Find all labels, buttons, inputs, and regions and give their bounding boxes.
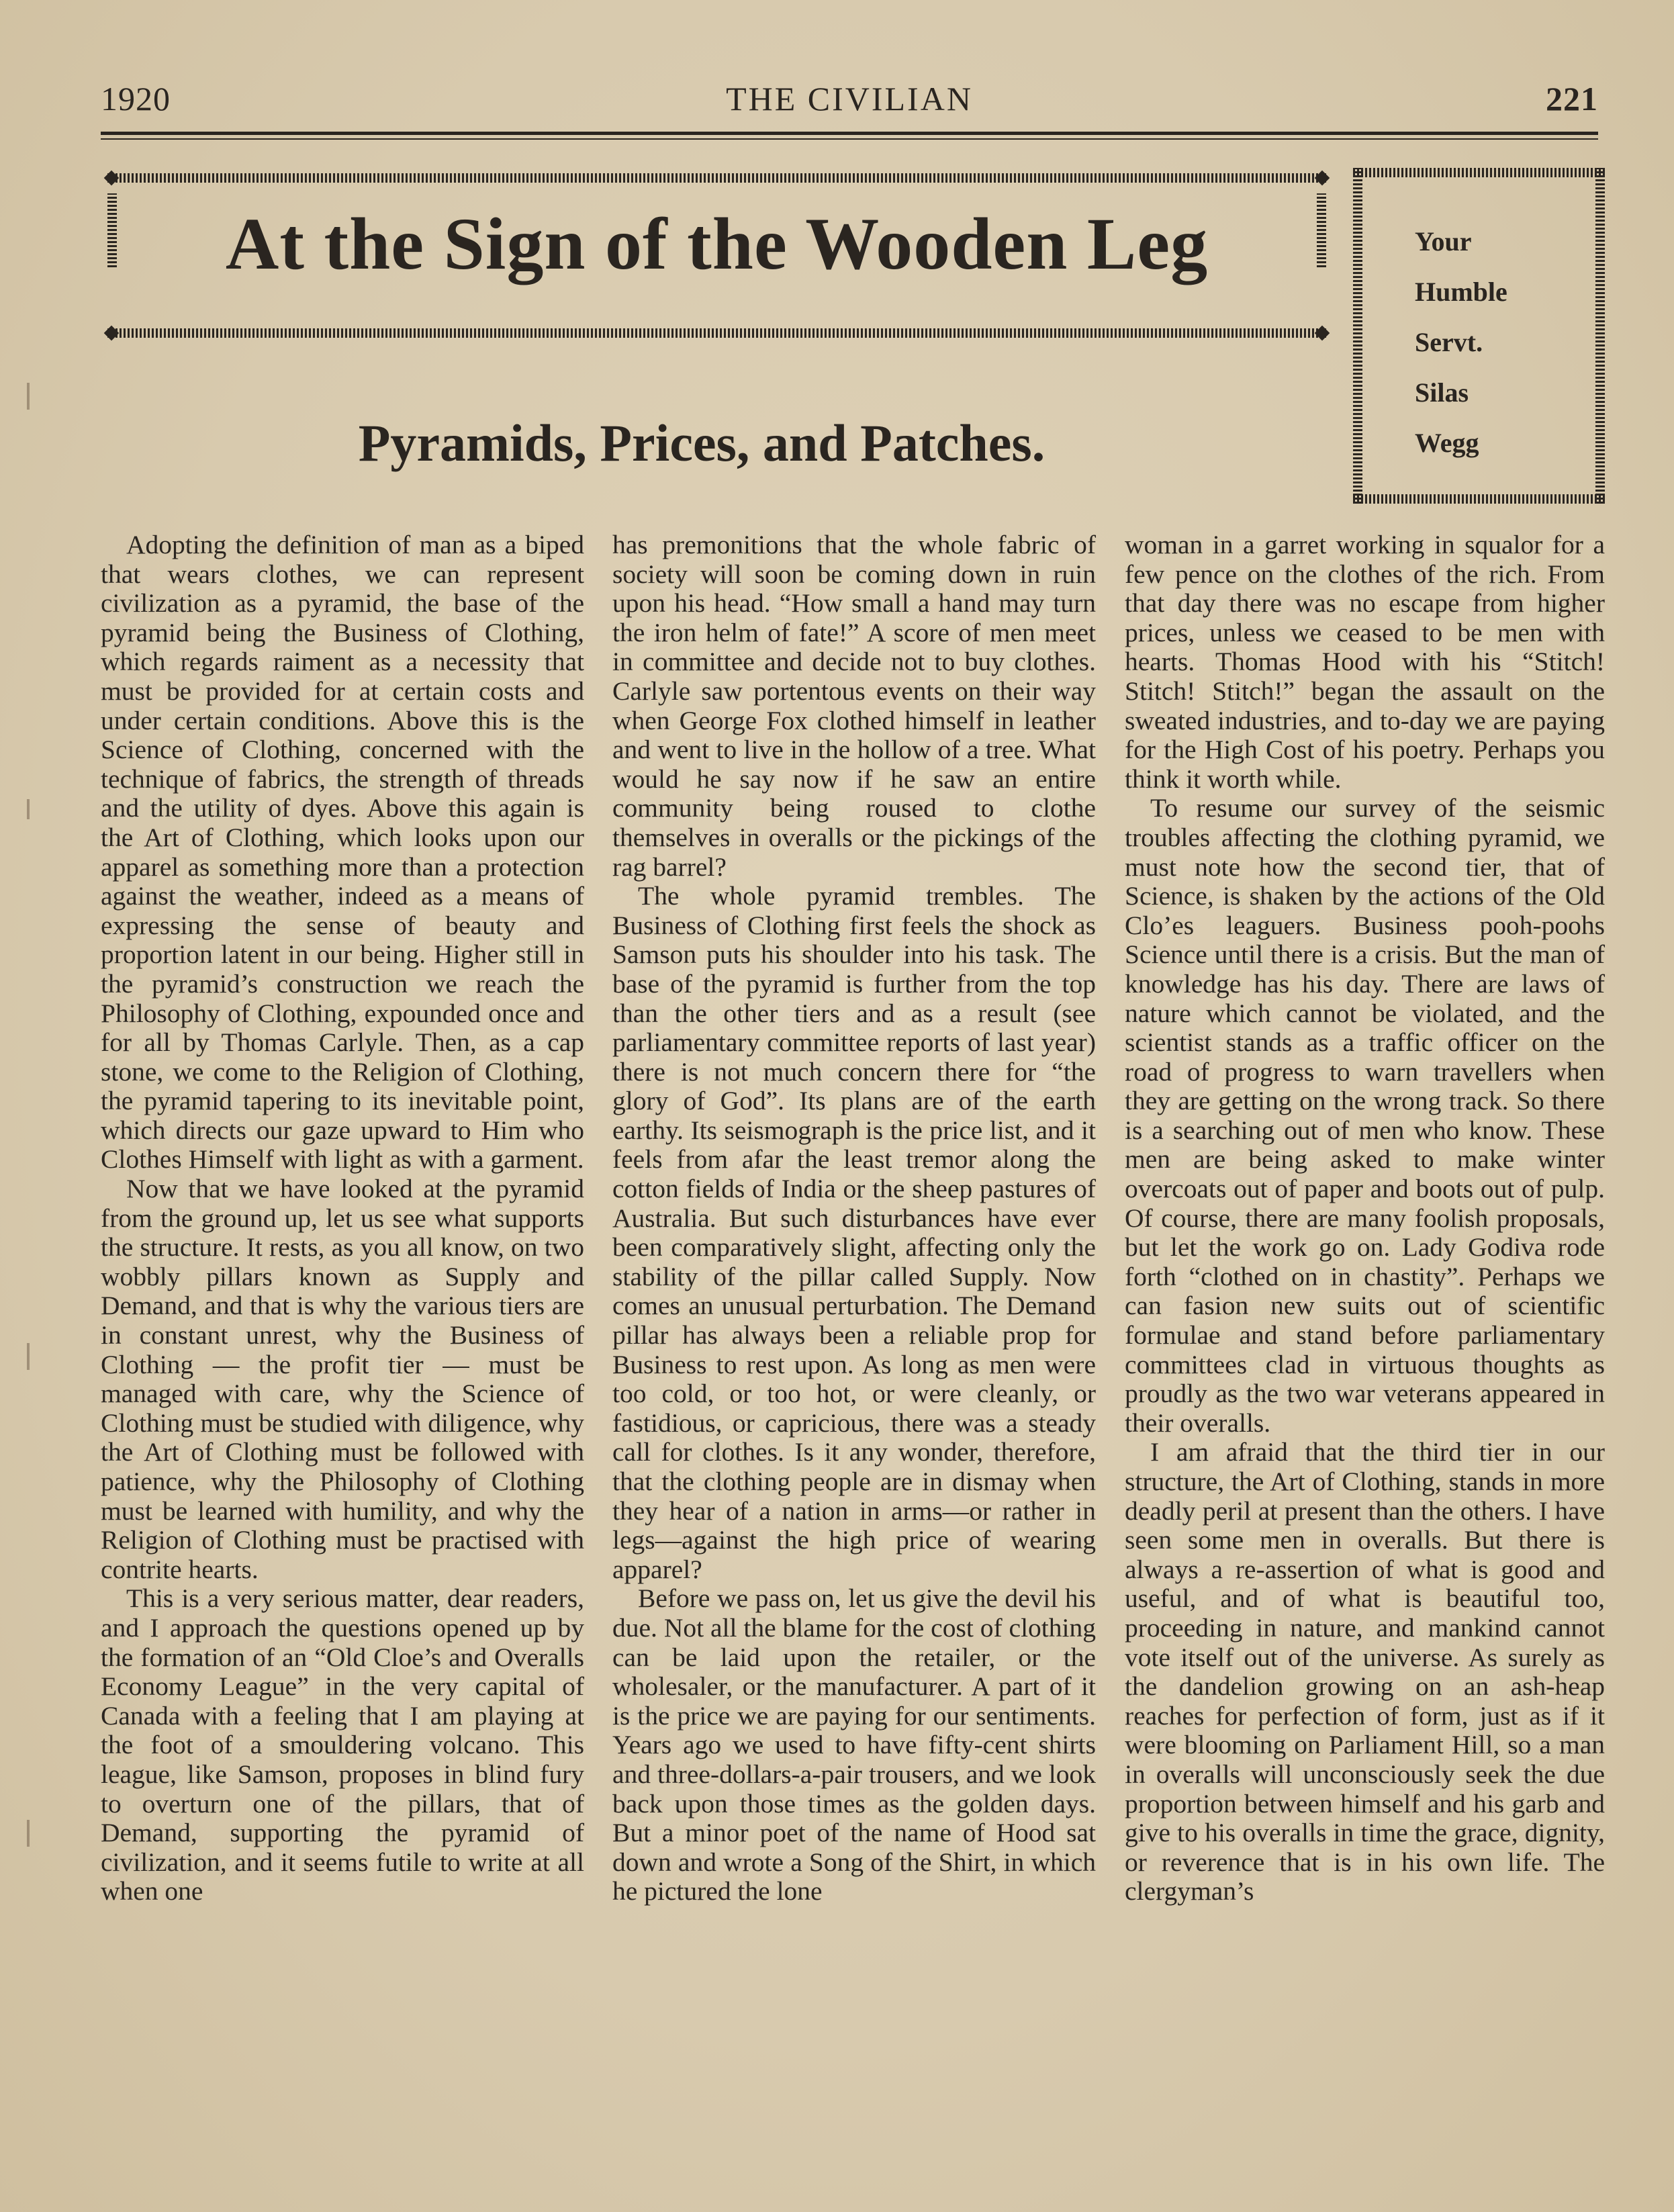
binding-mark (27, 799, 30, 819)
header-rule-thin (101, 138, 1598, 140)
signature-line: Humble (1415, 277, 1507, 307)
journal-title: THE CIVILIAN (726, 80, 973, 118)
paragraph: This is a very serious matter, dear readers, and I approach the questions opened up by the formation of an “Old Cloe’s and Overalls Economy League” in the very capital of Canada with a feeling that I am playing at the foot of a smouldering volcano. This league, like Samson, proposes in blind fury to overturn one of the pillars, that of Demand, supporting the pyramid of civilization, and it seems futile to write at all when one (101, 1583, 584, 1906)
paragraph: has premonitions that the whole fabric of society will soon be coming down in ruin upon his head. “How small a hand may turn the iron helm of fate!” A score of men meet in committee and decide not to buy clothes. Carlyle saw portentous events on their way when George Fox clothed himself in leather and went to live in the hollow of a tree. What would he say now if he saw an entire community being roused to clothe themselves in overalls or the pickings of the rag barrel? (612, 530, 1096, 882)
binding-mark (27, 383, 30, 410)
text-column-1 (101, 531, 584, 1906)
article-title: Pyramids, Prices, and Patches. (358, 414, 1045, 472)
signature-line: Your (1415, 226, 1472, 257)
paragraph: To resume our survey of the seismic troubles affecting the clothing pyramid, we must note how the second tier, that of Science, is shaken by the actions of the Old Clo’es leaguers. Business pooh-poohs Science until there is a crisis. But the man of knowledge has his day. There are laws of nature which cannot be violated, and the scientist stands as a traffic officer on the road of progress to warn travellers when they are getting on the wrong track. So there is a searching out of men who know. These men are being asked to make winter overcoats out of paper and boots out of pulp. Of course, there are many foolish proposals, but let the work go on. Lady Godiva rode forth “clothed on in chastity”. Perhaps we can fasion new suits out of scientific formulae and stand before parliamentary committees clad in virtuous thoughts as proudly as the two war veterans appeared in their overalls. (1125, 793, 1605, 1438)
paragraph: Adopting the definition of man as a biped that wears clothes, we can represent civilization as a pyramid, the base of the pyramid being the Business of Clothing, which regards raiment as a necessity that must be provided for at certain costs and under certain conditions. Above this is the Science of Clothing, concerned with the technique of fabrics, the strength of threads and the utility of dyes. Above this again is the Art of Clothing, which looks upon our apparel as something more than a protection against the weather, indeed as a means of expressing the sense of beauty and proportion latent in our being. Higher still in the pyramid’s construction we reach the Philosophy of Clothing, expounded once and for all by Thomas Carlyle. Then, as a cap stone, we come to the Religion of Clothing, the pyramid tapering to its inevitable point, which directs our gaze upward to Him who Clothes Himself with light as with a garment. (101, 530, 584, 1174)
signature-line: Wegg (1415, 428, 1479, 458)
running-header (101, 79, 1598, 120)
signature-line: Silas (1415, 377, 1469, 408)
binding-mark (27, 1343, 30, 1370)
signature-box-border-top (1353, 168, 1605, 177)
signature-line: Servt. (1415, 327, 1483, 357)
paragraph: Before we pass on, let us give the devil his due. Not all the blame for the cost of clothing can be laid upon the retailer, or the wholesaler, or the manufacturer. A part of it is the price we are paying for our sentiments. Years ago we used to have fifty-cent shirts and three-dollars-a-pair trousers, and we look back upon those times as the golden days. But a minor poet of the name of Hood sat down and wrote a Song of the Shirt, in which he pictured the lone (612, 1583, 1096, 1906)
column-banner-title: At the Sign of the Wooden Leg (225, 203, 1209, 285)
text-column-2 (612, 531, 1096, 1906)
signature-box-border-right (1595, 168, 1605, 504)
page-number: 221 (1546, 80, 1598, 118)
signature-box-border-left (1353, 168, 1362, 504)
paragraph: The whole pyramid trembles. The Business of Clothing first feels the shock as Samson puts his shoulder into his task. The base of the pyramid is further from the top than the other tiers and as a result (see parliamentary committee reports of last year) there is not much concern there for “the glory of God”. Its plans are of the earth earthy. Its seismograph is the price list, and it feels from afar the least tremor along the cotton fields of India or the sheep pastures of Australia. But such disturbances have ever been comparatively slight, affecting only the stability of the pillar called Supply. Now comes an unusual perturbation. The Demand pillar has always been a reliable prop for Business to rest upon. As long as men were too cold, or too hot, or were cleanly, or fastidious, or capricious, there was a steady call for clothes. Is it any wonder, therefore, that the clothing people are in dismay when they hear of a nation in arms—or rather in legs—against the high price of wearing apparel? (612, 881, 1096, 1584)
banner-border-bottom (107, 328, 1326, 338)
paragraph: woman in a garret working in squalor for a few pence on the clothes of the rich. From that day there was no escape from higher prices, unless we ceased to be men with hearts. Thomas Hood with his “Stitch! Stitch! Stitch!” began the assault on the sweated industries, and to-day we are paying for the High Cost of his poetry. Perhaps you think it worth while. (1125, 530, 1605, 794)
paragraph: Now that we have looked at the pyramid from the ground up, let us see what supports the structure. It rests, as you all know, on two wobbly pillars known as Supply and Demand, and that is why the various tiers are in constant unrest, why the Business of Clothing — the profit tier — must be managed with care, why the Science of Clothing must be studied with diligence, why the Art of Clothing must be followed with patience, why the Philosophy of Clothing must be learned with humility, and why the Religion of Clothing must be practised with contrite hearts. (101, 1174, 584, 1584)
signature-lines (1415, 216, 1507, 468)
binding-mark (27, 1820, 30, 1847)
header-rule-thick (101, 132, 1598, 135)
header-year: 1920 (101, 80, 171, 118)
banner-border-top (107, 173, 1326, 183)
signature-box (1353, 168, 1605, 504)
paragraph: I am afraid that the third tier in our structure, the Art of Clothing, stands in more deadly peril at present than the others. I have seen some men in overalls. But there is always a re-assertion of what is good and useful, and of what is beautiful too, proceeding in nature, and mankind cannot vote itself out of the universe. As surely as the dandelion growing on an ash-heap reaches for perfection of form, just as if it were blooming on Parliament Hill, so a man in overalls will unconsciously seek the due proportion between himself and his garb and give to his overalls in time the grace, dignity, or reverence that is in his own life. The clergyman’s (1125, 1437, 1605, 1906)
text-column-3 (1125, 531, 1605, 1906)
signature-box-border-bottom (1353, 494, 1605, 504)
